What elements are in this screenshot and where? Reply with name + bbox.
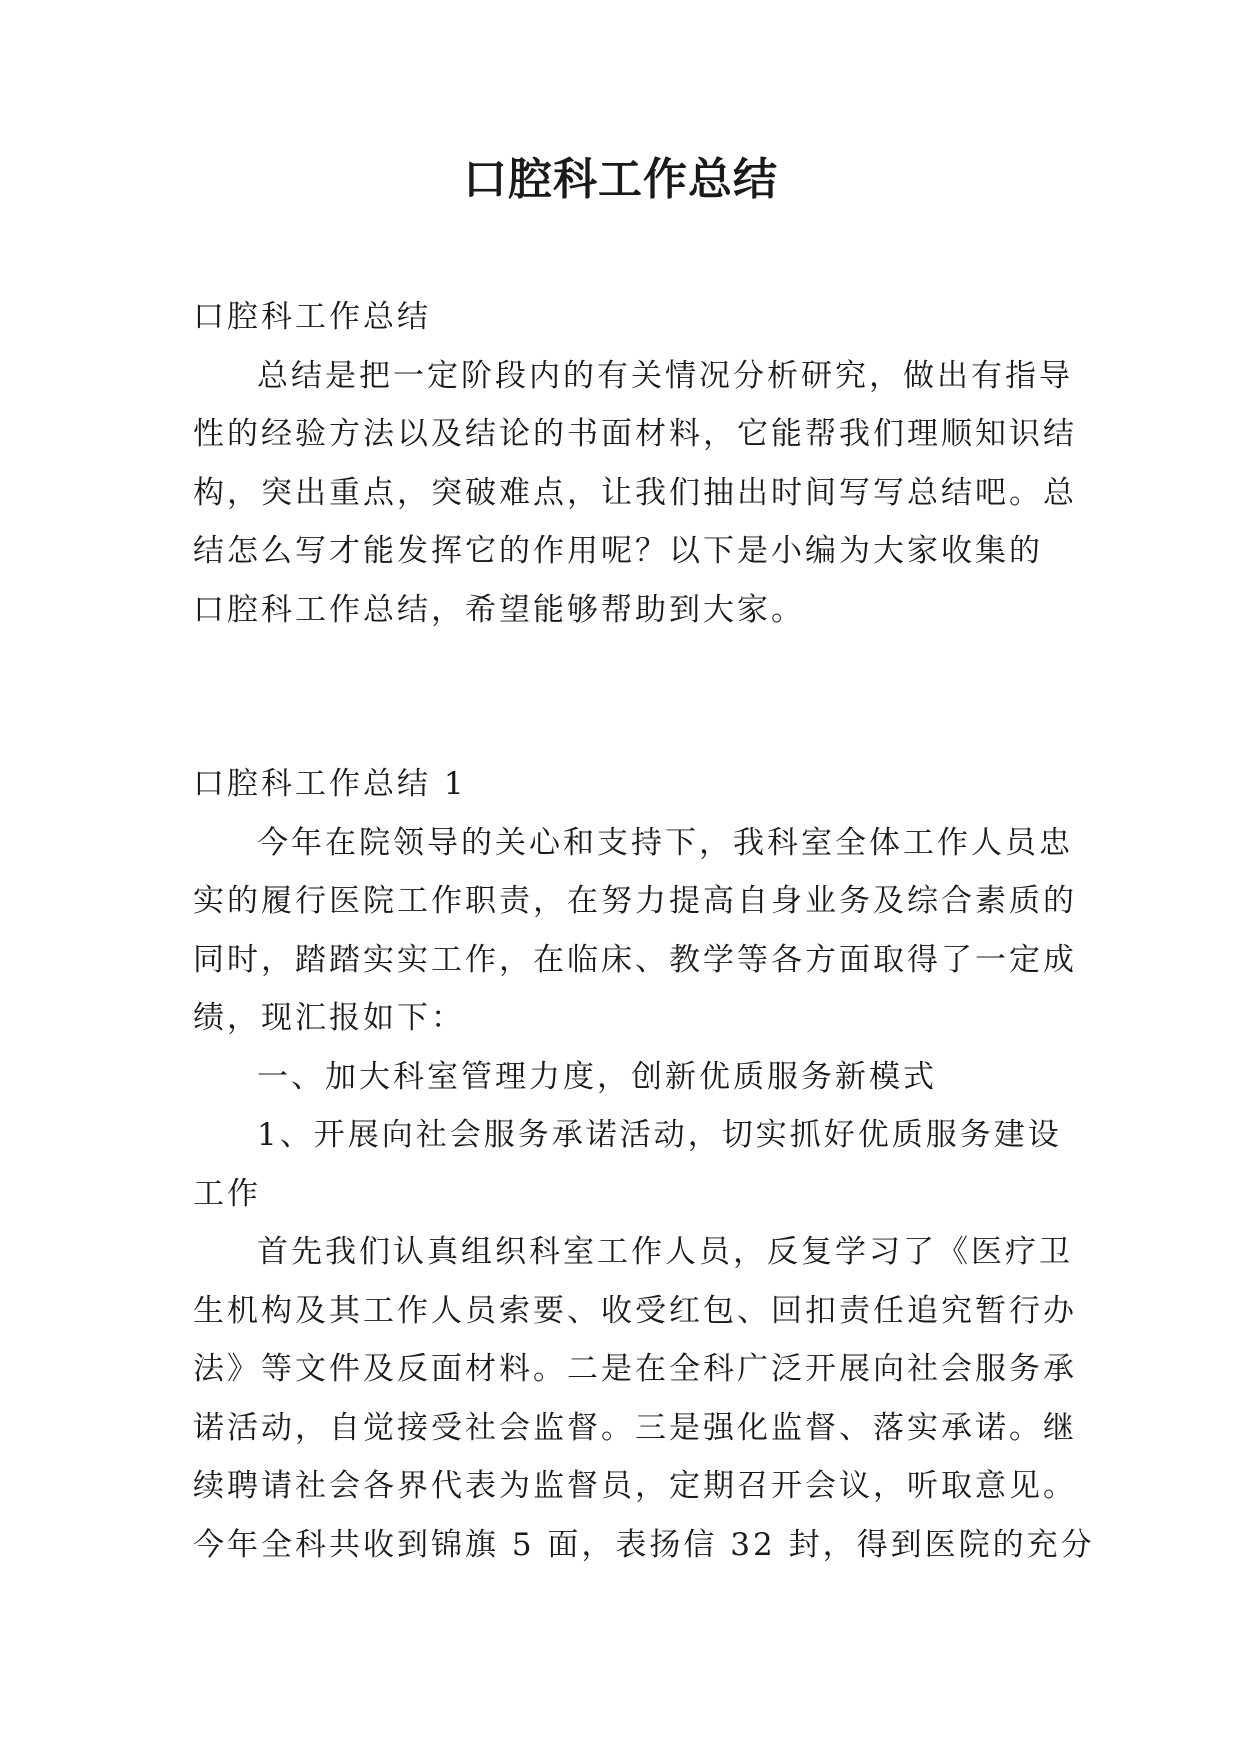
section-heading: 口腔科工作总结 1 [193,766,467,802]
list-item: 1、开展向社会服务承诺活动，切实抓好优质服务建设 [257,1117,1062,1153]
paragraph-line: 今年在院领导的关心和支持下，我科室全体工作人员忠 [257,824,1073,861]
intro-heading: 口腔科工作总结 [193,299,431,335]
paragraph-line: 首先我们认真组织科室工作人员，反复学习了《医疗卫 [257,1234,1073,1270]
paragraph-line: 续聘请社会各界代表为监督员，定期召开会议，听取意见。 [193,1468,1077,1504]
paragraph-line: 性的经验方法以及结论的书面材料，它能帮我们理顺知识结 [193,416,1077,452]
paragraph-line: 构，突出重点，突破难点，让我们抽出时间写写总结吧。总 [193,474,1077,511]
paragraph-line: 今年全科共收到锦旗 5 面，表扬信 32 封，得到医院的充分 [193,1526,1095,1563]
document-title: 口腔科工作总结 [463,154,778,205]
intro-section [193,288,1077,639]
paragraph-line: 同时，踏踏实实工作，在临床、教学等各方面取得了一定成 [193,941,1077,978]
subheading: 一、加大科室管理力度，创新优质服务新模式 [257,1058,937,1095]
paragraph-line: 诺活动，自觉接受社会监督。三是强化监督、落实承诺。继 [193,1409,1077,1446]
paragraph-line: 法》等文件及反面材料。二是在全科广泛开展向社会服务承 [193,1351,1077,1387]
paragraph-line: 实的履行医院工作职责，在努力提高自身业务及综合素质的 [193,883,1077,919]
paragraph-line: 总结是把一定阶段内的有关情况分析研究，做出有指导 [257,357,1073,394]
paragraph-line: 绩，现汇报如下： [193,1000,465,1036]
paragraph-line: 口腔科工作总结，希望能够帮助到大家。 [193,591,805,628]
paragraph-line: 结怎么写才能发挥它的作用呢？以下是小编为大家收集的 [193,533,1043,569]
section-1 [193,755,1095,1574]
paragraph-line: 生机构及其工作人员索要、收受红包、回扣责任追究暂行办 [193,1292,1077,1329]
list-item-continuation: 工作 [193,1175,261,1212]
